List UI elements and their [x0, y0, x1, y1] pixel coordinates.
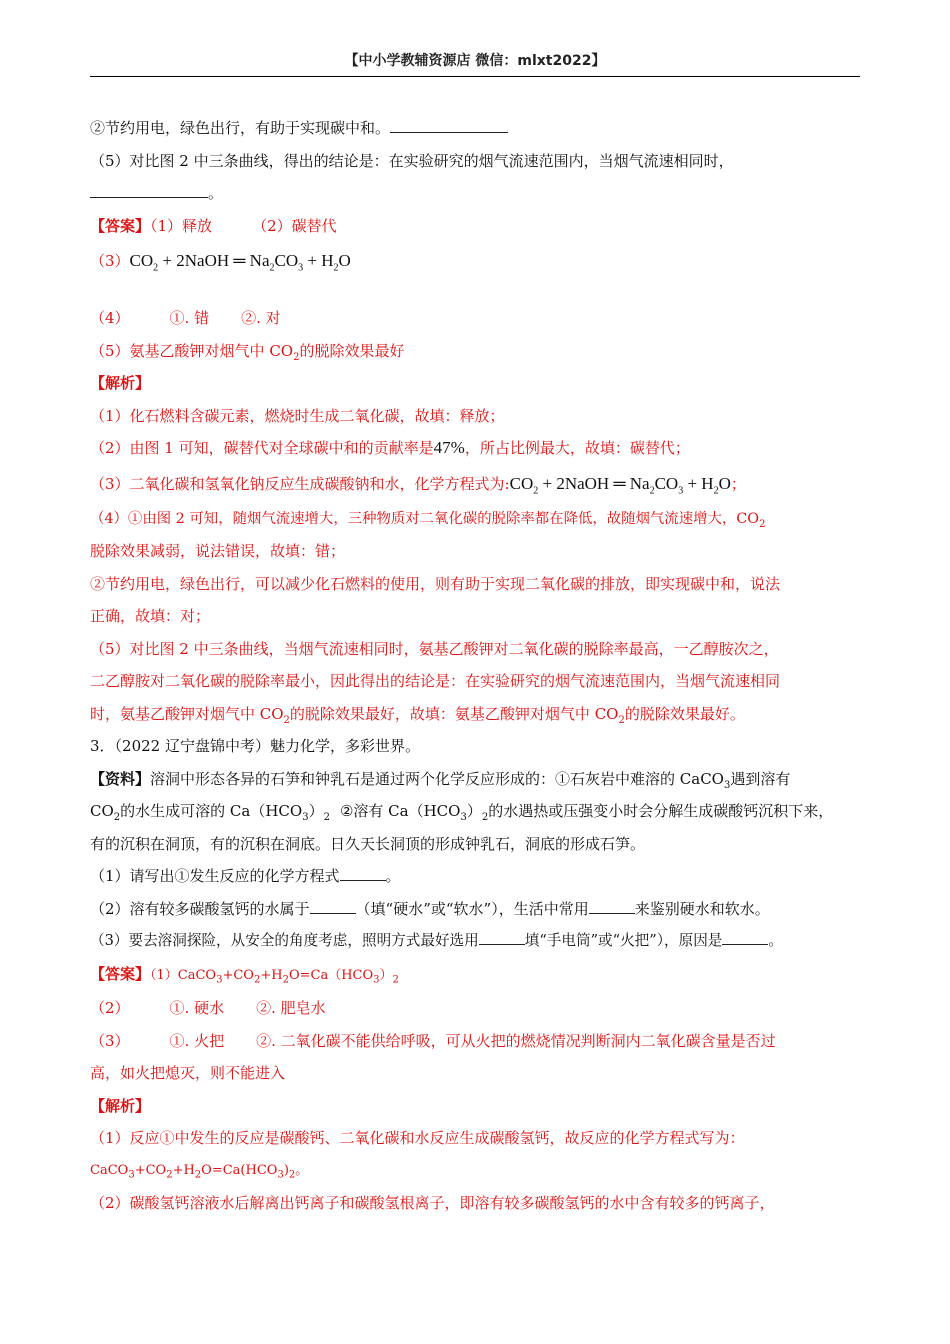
answer2-line1: 【答案】（1）释放 （2）碳替代 — [90, 216, 337, 235]
q3-title: 3．（2022 辽宁盘锦中考）魅力化学，多彩世界。 — [90, 737, 420, 755]
answer3-line1: 【答案】$(1)CaCO_3+CO_2+H_2O=Ca(HCO_3)_2$ — [90, 964, 399, 986]
analysis2-p6a: （5）对比图 2 中三条曲线，当烟气流速相同时，氨基乙酸钾对二氧化碳的脱除率最高，一乙醇胺次之， — [90, 639, 779, 658]
q3-s2: （2）溶有较多碳酸氢钙的水属于 （填“硬水”或“软水”），生活中常用 来鉴别硬水和软水。 — [90, 893, 862, 926]
q3-info-line3: 有的沉积在洞顶，有的沉积在洞底。日久天长洞顶的形成钟乳石，洞底的形成石笋。 — [90, 834, 646, 853]
analysis2-p4b: 脱除效果减弱，说法错误，故填：错； — [90, 542, 346, 560]
answer-blank — [340, 864, 386, 881]
answer-blank — [390, 116, 508, 133]
answer3-line3: （3） ①. 火把 ②. 二氧化碳不能供给呼吸，可从火把的燃烧情况判断洞内二氧化碳含量是否过 — [90, 1031, 776, 1050]
answer-blank — [310, 897, 356, 914]
analysis3-p1: （1）反应①中发生的反应是碳酸钙、二氧化碳和水反应生成碳酸氢钙，故反应的化学方程式写为： — [90, 1129, 745, 1147]
answer3-line2: （2） ①. 硬水 ②. 肥皂水 — [90, 999, 326, 1017]
analysis2-p4a: （4）①由图 2 可知，随烟气流速增大，三种物质对二氧化碳的脱除率都在降低，故随烟气流速增大，$CO_2$ — [90, 510, 766, 530]
analysis2-p3: （3）二氧化碳和氢氧化钠反应生成碳酸钠和水，化学方程式为$:CO_2$ + 2NaOH ═ $Na_2CO_3 + H_2O$； — [90, 473, 746, 496]
q3-info-line1: 【资料】溶洞中形态各异的石笋和钟乳石是通过两个化学反应形成的：①石灰岩中难溶的 CaCO$_3$遇到溶有 — [90, 769, 791, 791]
q2-line2: （5）对比图 2 中三条曲线，得出的结论是：在实验研究的烟气流速范围内，当烟气流速相同时， — [90, 151, 734, 170]
q3-s1: （1）请写出①发生反应的化学方程式 。 — [90, 860, 862, 893]
page-content — [90, 112, 862, 1220]
answer2-line5: （5）氨基乙酸钾对烟气中 $CO_2$的脱除效果最好 — [90, 341, 405, 363]
header-divider — [90, 76, 860, 77]
analysis2-p6b: 二乙醇胺对二氧化碳的脱除率最小，因此得出的结论是：在实验研究的烟气流速范围内，当烟气流速相同 — [90, 672, 781, 690]
q2-line1: ②节约用电，绿色出行，有助于实现碳中和。 — [90, 112, 862, 145]
analysis3-label: 【解析】 — [90, 1096, 151, 1115]
analysis2-label: 【解析】 — [90, 374, 151, 392]
page-header: 【中小学教辅资源店 微信：mlxt2022】 — [344, 53, 606, 69]
q3-info-line2: $CO_2$的水生成可溶的 $Ca(HCO_3)_2$ ②溶有 $Ca(HCO_3)_2$的水遇热或压强变小时会分解生成碳酸钙沉积下来， — [90, 802, 834, 823]
analysis2-p6c: 时，氨基乙酸钾对烟气中 $CO_2$的脱除效果最好，故填：氨基乙酸钾对烟气中 $CO_2$的脱除效果最好。 — [90, 704, 745, 726]
answer-blank — [90, 181, 208, 198]
analysis2-p2: （2）由图 1 可知，碳替代对全球碳中和的贡献率是47%，所占比例最大，故填：碳替代； — [90, 438, 690, 457]
chemical-equation: $CO_2$ + 2NaOH ═ $Na_2CO_3 + H_2O$ — [129, 251, 351, 274]
answer2-equation: $(3)CO_2$ + 2NaOH ═ $Na_2CO_3 + H_2O$ — [90, 251, 351, 274]
answer2-line4: （4） ①. 错 ②. 对 — [90, 309, 281, 327]
analysis3-p1b: $CaCO_3+CO_2+H_2O=Ca(HCO_3)_2$。 — [90, 1162, 309, 1181]
analysis3-p2: （2）碳酸氢钙溶液水后解离出钙离子和碳酸氢根离子，即溶有较多碳酸氢钙的水中含有较多的钙离子， — [90, 1194, 775, 1212]
q2-line3: 。 — [90, 177, 862, 210]
answer-blank — [589, 897, 635, 914]
analysis2-p1: （1）化石燃料含碳元素，燃烧时生成二氧化碳，故填：释放； — [90, 406, 505, 425]
analysis2-p5a: ②节约用电，绿色出行，可以减少化石燃料的使用，则有助于实现二氧化碳的排放，即实现碳中和，说法 — [90, 574, 781, 593]
q3-s3: （3）要去溶洞探险，从安全的角度考虑，照明方式最好选用 填“手电筒”或“火把”），原因是 。 — [90, 925, 862, 958]
chemical-equation: $CO_2$ + 2NaOH ═ $Na_2CO_3 + H_2O$ — [509, 473, 731, 496]
answer3-line4: 高，如火把熄灭，则不能进入 — [90, 1064, 286, 1082]
answer-blank — [722, 928, 768, 945]
answer-blank — [479, 928, 525, 945]
analysis2-p5b: 正确，故填：对； — [90, 607, 211, 625]
